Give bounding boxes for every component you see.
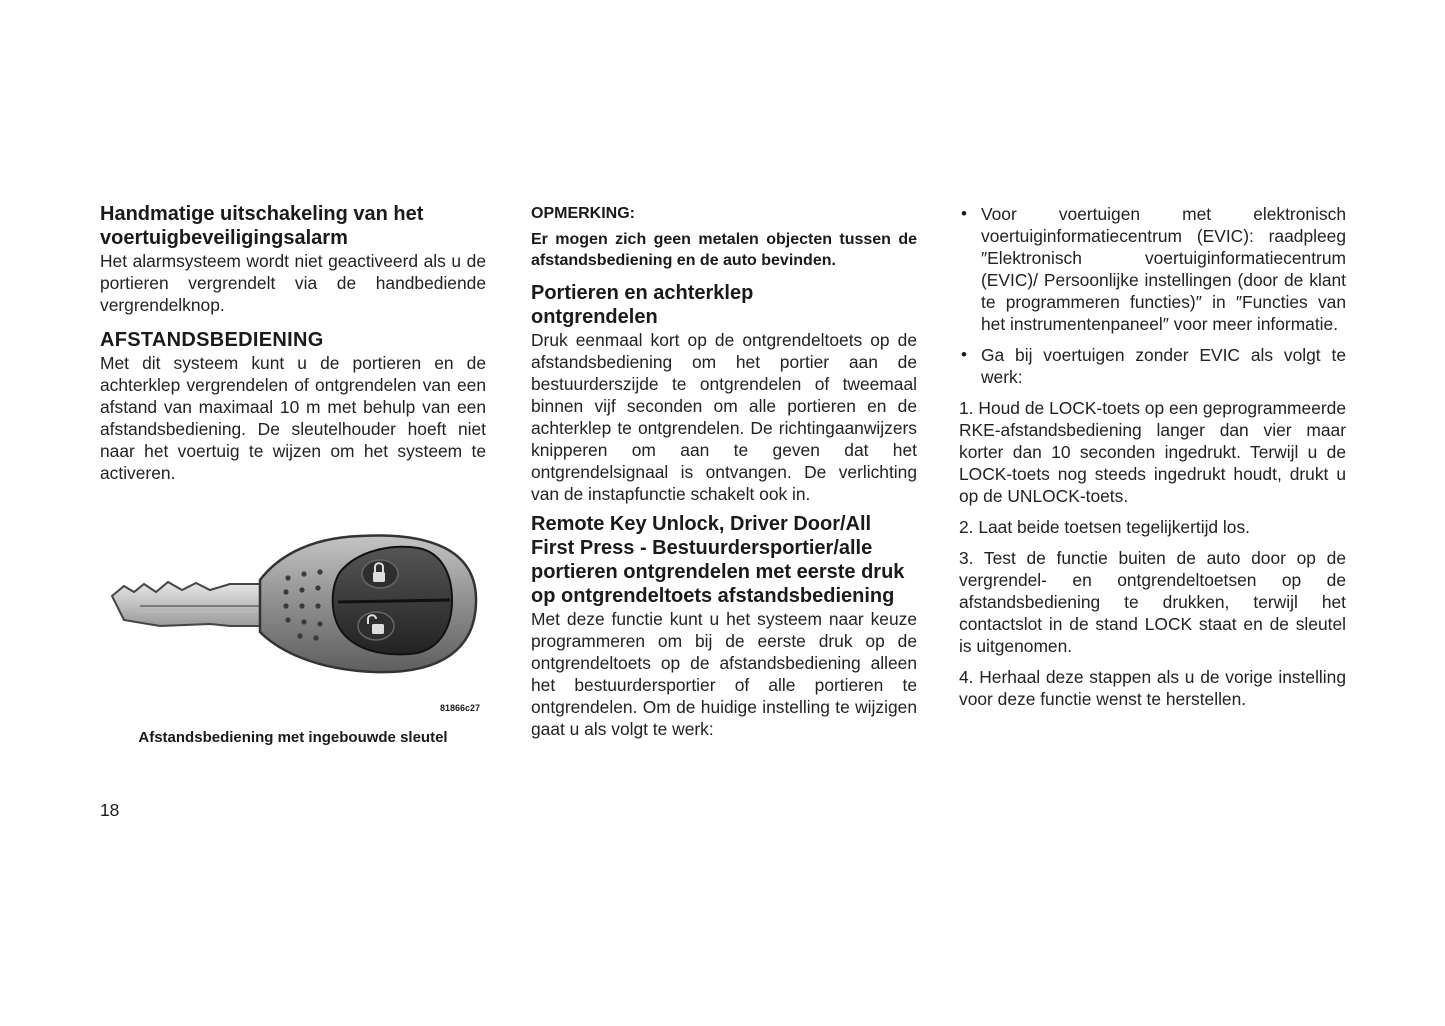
- step-4: 4. Herhaal deze stappen als u de vorige instelling voor deze functie wenst te herstellen.: [959, 667, 1346, 709]
- step-1: 1. Houd de LOCK-toets op een geprogrammeerde RKE-afstandsbediening langer dan vier maar korter dan 10 seconden ingedrukt. Terwijl u de LOCK-toets nog steeds ingedrukt houdt, drukt u op de UNLOCK-toets.: [959, 398, 1346, 506]
- note-heading: OPMERKING:: [531, 205, 635, 222]
- figure-caption: Afstandsbediening met ingebouwde sleutel: [138, 729, 448, 746]
- key-fob-illustration: [100, 520, 486, 720]
- step-3: 3. Test de functie buiten de auto door op de vergrendel- en ontgrendeltoetsen op de afstandsbediening te drukken, terwijl het contactslot in de stand LOCK staat en de sleutel is uitgenomen.: [959, 548, 1346, 656]
- bullet-icon: •: [961, 204, 967, 223]
- bullet-icon: •: [961, 345, 967, 364]
- list-item: • Voor voertuigen met elektronisch voertuiginformatiecentrum (EVIC): raadpleeg ″Elektronisch voertuiginformatiecentrum (EVIC)/ Persoonlijke instellingen (door de klant te programmeren functies)″ in ″Functies van het instrumentenpaneel″ voor meer informatie.: [961, 204, 1346, 334]
- figure-code: 81866c27: [440, 703, 481, 713]
- right-column: [959, 200, 1346, 710]
- paragraph-remote-control: Met dit systeem kunt u de portieren en de achterklep vergrendelen of ontgrendelen van een afstand van maximaal 10 m met behulp van een afstandsbediening. De sleutelhouder hoeft niet naar het voertuig te wijzen om het systeem te activeren.: [100, 353, 486, 483]
- bullet-list: [959, 203, 1346, 388]
- paragraph-unlock-doors: Druk eenmaal kort op de ontgrendeltoets op de afstandsbediening om het portier aan de bestuurderszijde te ontgrendelen of tweemaal binnen vijf seconden om alle portieren en de achterklep te ontgrendelen. De richtingaanwijzers knipperen om aan te geven dat het ontgrendelsignaal is ontvangen. De verlichting van de instapfunctie schakelt ook in.: [531, 330, 917, 504]
- key-fob-icon: [100, 520, 486, 720]
- note-text: Er mogen zich geen metalen objecten tussen de afstandsbediening en de auto bevinden.: [531, 231, 917, 269]
- middle-column: [531, 200, 917, 740]
- heading-remote-key-unlock: Remote Key Unlock, Driver Door/All First Press - Bestuurdersportier/alle portieren ontgrendelen met eerste druk op ontgrendeltoets afstandsbediening: [531, 513, 905, 607]
- left-column: [100, 200, 486, 484]
- list-item: • Ga bij voertuigen zonder EVIC als volgt te werk:: [961, 345, 1346, 387]
- heading-unlock-doors: Portieren en achterklep ontgrendelen: [531, 282, 754, 328]
- paragraph-alarm-override: Het alarmsysteem wordt niet geactiveerd als u de portieren vergrendelt via de handbediende vergrendelknop.: [100, 251, 486, 315]
- step-2: 2. Laat beide toetsen tegelijkertijd los.: [959, 517, 1250, 537]
- paragraph-remote-key-unlock: Met deze functie kunt u het systeem naar keuze programmeren om bij de eerste druk op de ontgrendeltoets op de afstandsbediening alleen het bestuurdersportier of alle portieren te ontgrendelen. Om de huidige instelling te wijzigen gaat u als volgt te werk:: [531, 609, 917, 739]
- heading-alarm-override: Handmatige uitschakeling van het voertuigbeveiligingsalarm: [100, 203, 424, 249]
- heading-remote-control: AFSTANDSBEDIENING: [100, 329, 324, 351]
- page-number: 18: [100, 800, 120, 820]
